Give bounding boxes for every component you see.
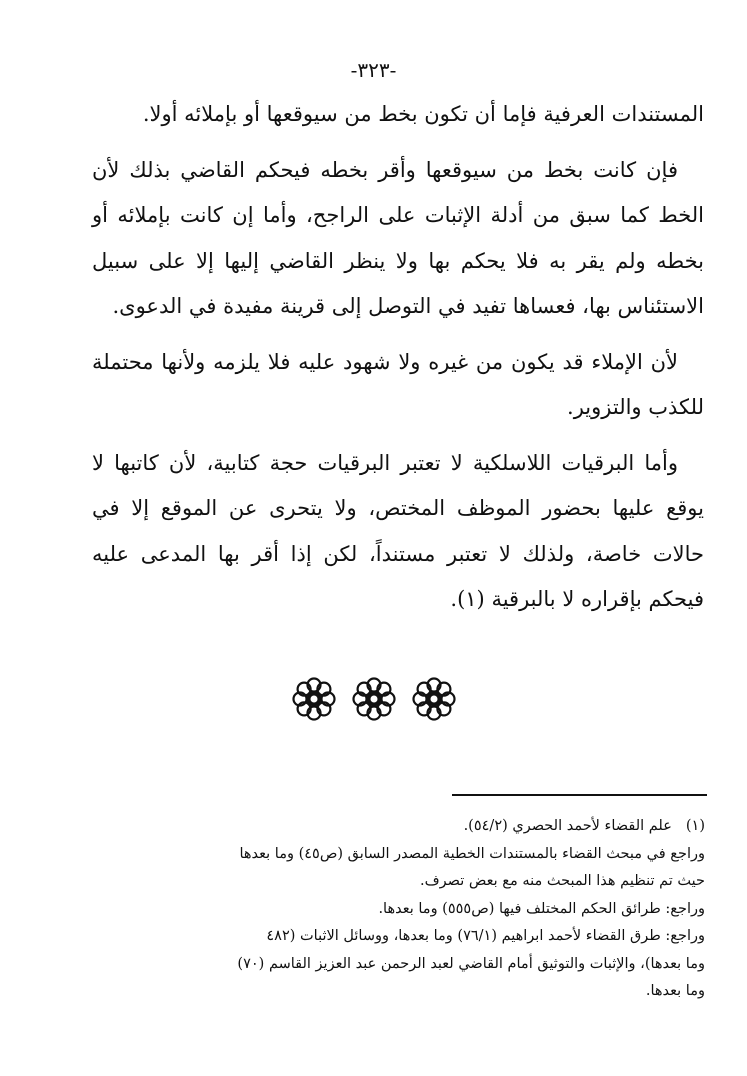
- footnote-line: حيث تم تنظيم هذا المبحث منه مع بعض تصرف.: [419, 873, 705, 889]
- footnotes: [100, 813, 705, 1006]
- paragraph-3: لأن الإملاء قد يكون من غيره ولا شهود عليه فلا يلزمه ولأنها محتملة للكذب والتزوير.: [92, 349, 704, 419]
- footnote-text: علم القضاء لأحمد الحصري (٥٤/٢).: [463, 818, 672, 834]
- paragraph-4-text: وأما البرقيات اللاسلكية لا تعتبر البرقيات حجة كتابية، لأن كاتبها لا يوقع عليها بحضور الموظف المختص، ولا يتحرى عن الموقع إلا في حالات خاصة، ولذلك لا تعتبر مستنداً، لكن إذا أقر بها المدعى عليه فيحكم بإقراره لا بالبرقية: [92, 450, 704, 611]
- footnote-line: وراجع في مبحث القضاء بالمستندات الخطية المصدر السابق (ص٤٥) وما بعدها: [239, 845, 705, 862]
- paragraph-2: فإن كانت بخط من سيوقعها وأقر بخطه فيحكم القاضي بذلك لأن الخط كما سبق من أدلة الإثبات على الراجح، وأما إن كانت بإملائه أو بخطه ولم يقر به فلا يحكم بها ولا ينظر القاضي إليها إلا على سبيل الاستئناس بها، فعساها تفيد في التوصل إلى قرينة مفيدة في الدعوى.: [92, 157, 704, 318]
- flower-ornament-icon: [291, 676, 337, 722]
- flower-ornament-icon: [351, 676, 397, 722]
- main-text: [92, 92, 704, 623]
- footnote-line: وما بعدها)، والإثبات والتوثيق أمام القاضي لعبد الرحمن عبد العزيز القاسم (٧٠): [237, 955, 705, 972]
- section-ornaments: [0, 676, 747, 722]
- flower-ornament-icon: [411, 676, 457, 722]
- footnote-line: وراجع: طرائق الحكم المختلف فيها (ص٥٥٥) وما بعدها.: [378, 900, 705, 917]
- footnote-1-first-line: [100, 813, 705, 841]
- paragraph-4: [92, 441, 704, 623]
- footnote-line: وما بعدها.: [645, 983, 705, 999]
- footnote-divider: [452, 794, 707, 796]
- footnote-marker: (١): [685, 818, 705, 834]
- footnote-reference: (١).: [450, 587, 485, 611]
- page-number: -٣٢٣-: [350, 58, 397, 82]
- paragraph-1: المستندات العرفية فإما أن تكون بخط من سيوقعها أو بإملائه أولا.: [142, 102, 704, 126]
- footnote-line: وراجع: طرق القضاء لأحمد ابراهيم (٧٦/١) وما بعدها، ووسائل الاثبات (٤٨٢: [266, 928, 705, 944]
